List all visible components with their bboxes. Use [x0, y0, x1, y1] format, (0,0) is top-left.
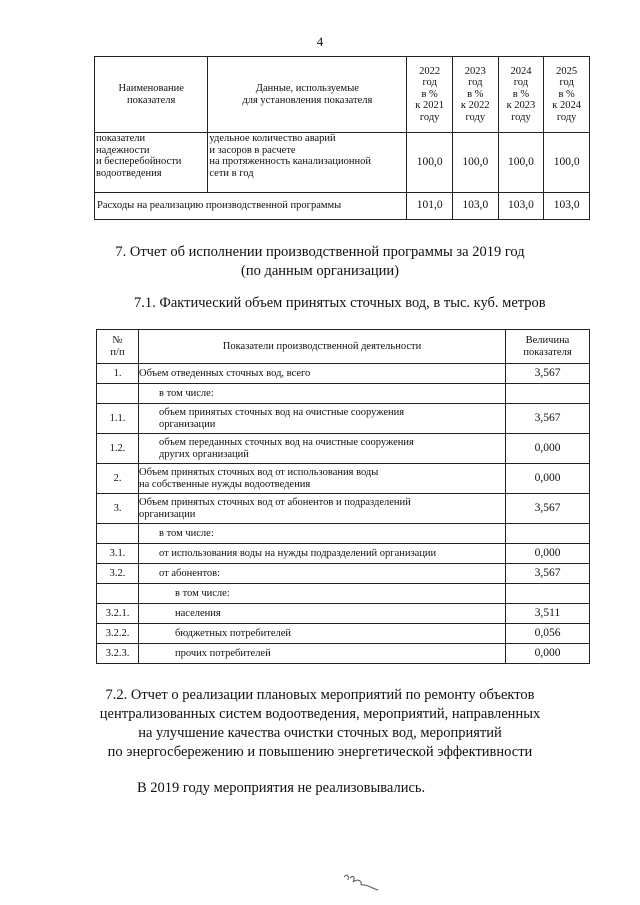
row-text: бюджетных потребителей: [139, 624, 506, 644]
reliability-data-used: удельное количество аварий и засоров в расчете на протяженность канализационной сети в год: [208, 133, 407, 193]
table-row: [97, 404, 590, 434]
table-row-reliability: [95, 133, 590, 193]
row-value: 0,056: [506, 624, 590, 644]
header-year-2022: 2022 год в % к 2021 году: [407, 57, 453, 133]
row-value: [506, 524, 590, 544]
row-number: 1.2.: [97, 434, 139, 464]
row-text: в том числе:: [139, 584, 506, 604]
header-year-2023: 2023 год в % к 2022 году: [452, 57, 498, 133]
row-number: [97, 384, 139, 404]
header-indicators: Показатели производственной деятельности: [139, 330, 506, 364]
table-row: [97, 644, 590, 664]
section-7-1-title: 7.1. Фактический объем принятых сточных вод, в тыс. куб. метров: [134, 295, 546, 311]
row-text: Объем принятых сточных вод от использования воды на собственные нужды водоотведения: [139, 464, 506, 494]
table-row: [97, 564, 590, 584]
header-value: Величина показателя: [506, 330, 590, 364]
table-row: [97, 364, 590, 384]
handwritten-initials-mark: [340, 868, 384, 894]
reliability-value-2022: 100,0: [407, 133, 453, 193]
row-value: 0,000: [506, 464, 590, 494]
table-header-row: [97, 330, 590, 364]
row-value: 3,567: [506, 364, 590, 384]
row-number: 1.: [97, 364, 139, 384]
header-row-number: № п/п: [97, 330, 139, 364]
row-value: 3,567: [506, 494, 590, 524]
row-value: 3,567: [506, 404, 590, 434]
header-year-2025: 2025 год в % к 2024 году: [544, 57, 590, 133]
row-number: 3.: [97, 494, 139, 524]
expenses-label: Расходы на реализацию производственной программы: [95, 193, 407, 220]
table-row: [97, 604, 590, 624]
table-row: [97, 624, 590, 644]
table-row: [97, 494, 590, 524]
table-row-expenses: [95, 193, 590, 220]
row-number: 3.2.: [97, 564, 139, 584]
row-text: от использования воды на нужды подразделений организации: [139, 544, 506, 564]
row-value: [506, 584, 590, 604]
row-value: 0,000: [506, 644, 590, 664]
table-row: [97, 584, 590, 604]
row-number: 3.2.2.: [97, 624, 139, 644]
header-indicator-name: Наименование показателя: [95, 57, 208, 133]
expenses-value-2024: 103,0: [498, 193, 544, 220]
expenses-value-2025: 103,0: [544, 193, 590, 220]
row-text: прочих потребителей: [139, 644, 506, 664]
row-number: 3.1.: [97, 544, 139, 564]
reliability-value-2024: 100,0: [498, 133, 544, 193]
row-number: [97, 584, 139, 604]
row-text: в том числе:: [139, 384, 506, 404]
row-number: 1.1.: [97, 404, 139, 434]
expenses-value-2023: 103,0: [452, 193, 498, 220]
conclusion-text: В 2019 году мероприятия не реализовывались.: [137, 780, 426, 796]
forecast-table: [94, 56, 590, 220]
table-header-row: [95, 57, 590, 133]
row-text: объем переданных сточных вод на очистные сооружения других организаций: [139, 434, 506, 464]
wastewater-volume-table: [96, 329, 590, 664]
row-number: [97, 524, 139, 544]
section-7-title: 7. Отчет об исполнении производственной программы за 2019 год (по данным организации): [115, 244, 525, 279]
row-text: Объем принятых сточных вод от абонентов и подразделений организации: [139, 494, 506, 524]
header-year-2024: 2024 год в % к 2023 году: [498, 57, 544, 133]
table-row: [97, 524, 590, 544]
row-text: от абонентов:: [139, 564, 506, 584]
table-row: [97, 544, 590, 564]
row-text: в том числе:: [139, 524, 506, 544]
header-data-used: Данные, используемые для установления показателя: [208, 57, 407, 133]
row-text: Объем отведенных сточных вод, всего: [139, 364, 506, 384]
expenses-value-2022: 101,0: [407, 193, 453, 220]
row-text: объем принятых сточных вод на очистные сооружения организации: [139, 404, 506, 434]
reliability-indicator-name: показатели надежности и бесперебойности водоотведения: [95, 133, 208, 193]
section-7-2-title: 7.2. Отчет о реализации плановых мероприятий по ремонту объектов централизованных систем водоотведения, мероприятий, направленных на улучшение качества очистки сточных вод, мероприятий по энергосбережению и повышению энергетической эффективности: [99, 687, 541, 760]
row-number: 3.2.3.: [97, 644, 139, 664]
row-value: 3,511: [506, 604, 590, 624]
table-row: [97, 384, 590, 404]
row-number: 2.: [97, 464, 139, 494]
reliability-value-2023: 100,0: [452, 133, 498, 193]
row-value: 0,000: [506, 434, 590, 464]
table-row: [97, 434, 590, 464]
table-row: [97, 464, 590, 494]
row-value: 0,000: [506, 544, 590, 564]
row-text: населения: [139, 604, 506, 624]
page-number: 4: [316, 34, 324, 49]
row-value: 3,567: [506, 564, 590, 584]
row-value: [506, 384, 590, 404]
reliability-value-2025: 100,0: [544, 133, 590, 193]
row-number: 3.2.1.: [97, 604, 139, 624]
